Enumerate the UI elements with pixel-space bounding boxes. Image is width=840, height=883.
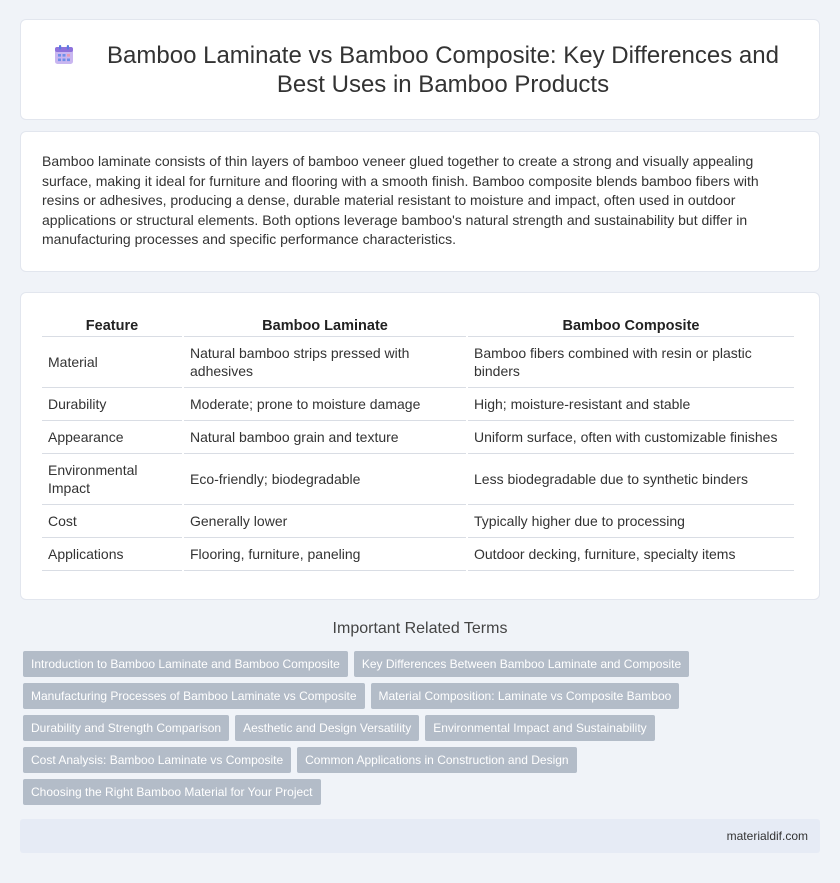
- row-feature: Appearance: [42, 421, 182, 454]
- calendar-icon: [52, 43, 76, 67]
- row-feature: Cost: [42, 505, 182, 538]
- row-feature: Applications: [42, 538, 182, 571]
- row-laminate: Flooring, furniture, paneling: [184, 538, 466, 571]
- intro-paragraph: Bamboo laminate consists of thin layers of bamboo veneer glued together to create a strong and visually appealing surface, making it ideal for furniture and flooring with a smooth finish. Bamboo composite blends bamboo fibers with resins or adhesives, producing a dense, durable material resistant to moisture and impact, often used in outdoor applications or structural elements. Both options leverage bamboo's natural strength and sustainability but differ in manufacturing processes and specific performance characteristics.: [42, 153, 759, 248]
- header-composite: Bamboo Composite: [468, 311, 794, 337]
- row-laminate: Natural bamboo grain and texture: [184, 421, 466, 454]
- row-composite: High; moisture-resistant and stable: [468, 388, 794, 421]
- related-term-tag[interactable]: Material Composition: Laminate vs Composite Bamboo: [371, 683, 680, 709]
- row-laminate: Moderate; prone to moisture damage: [184, 388, 466, 421]
- header-laminate: Bamboo Laminate: [184, 311, 466, 337]
- related-term-tag[interactable]: Cost Analysis: Bamboo Laminate vs Composite: [23, 747, 291, 773]
- table-row: [42, 421, 794, 454]
- row-laminate: Eco-friendly; biodegradable: [184, 454, 466, 505]
- related-term-tag[interactable]: Environmental Impact and Sustainability: [425, 715, 654, 741]
- header-feature: Feature: [42, 311, 182, 337]
- related-term-tag[interactable]: Aesthetic and Design Versatility: [235, 715, 419, 741]
- comparison-card: [20, 292, 820, 600]
- related-terms-list: [23, 651, 813, 811]
- related-term-tag[interactable]: Manufacturing Processes of Bamboo Laminate vs Composite: [23, 683, 365, 709]
- related-term-tag[interactable]: Key Differences Between Bamboo Laminate and Composite: [354, 651, 689, 677]
- row-composite: Outdoor decking, furniture, specialty items: [468, 538, 794, 571]
- table-row: [42, 538, 794, 571]
- related-terms-title: Important Related Terms: [332, 620, 508, 637]
- row-feature: Durability: [42, 388, 182, 421]
- header-card: [20, 19, 820, 120]
- footer: [20, 819, 820, 853]
- row-composite: Typically higher due to processing: [468, 505, 794, 538]
- related-term-tag[interactable]: Choosing the Right Bamboo Material for Your Project: [23, 779, 321, 805]
- row-feature: Material: [42, 337, 182, 388]
- row-composite: Bamboo fibers combined with resin or plastic binders: [468, 337, 794, 388]
- related-term-tag[interactable]: Durability and Strength Comparison: [23, 715, 229, 741]
- table-row: [42, 454, 794, 505]
- intro-card: [20, 131, 820, 272]
- row-laminate: Generally lower: [184, 505, 466, 538]
- table-header-row: [42, 311, 794, 337]
- comparison-table: [40, 311, 796, 571]
- table-row: [42, 505, 794, 538]
- table-row: [42, 388, 794, 421]
- row-composite: Uniform surface, often with customizable finishes: [468, 421, 794, 454]
- row-laminate: Natural bamboo strips pressed with adhesives: [184, 337, 466, 388]
- related-term-tag[interactable]: Introduction to Bamboo Laminate and Bamboo Composite: [23, 651, 348, 677]
- table-row: [42, 337, 794, 388]
- row-feature: Environmental Impact: [42, 454, 182, 505]
- footer-site-link[interactable]: materialdif.com: [726, 829, 808, 843]
- page-title: Bamboo Laminate vs Bamboo Composite: Key Differences and Best Uses in Bamboo Products: [107, 41, 779, 98]
- row-composite: Less biodegradable due to synthetic binders: [468, 454, 794, 505]
- related-term-tag[interactable]: Common Applications in Construction and Design: [297, 747, 576, 773]
